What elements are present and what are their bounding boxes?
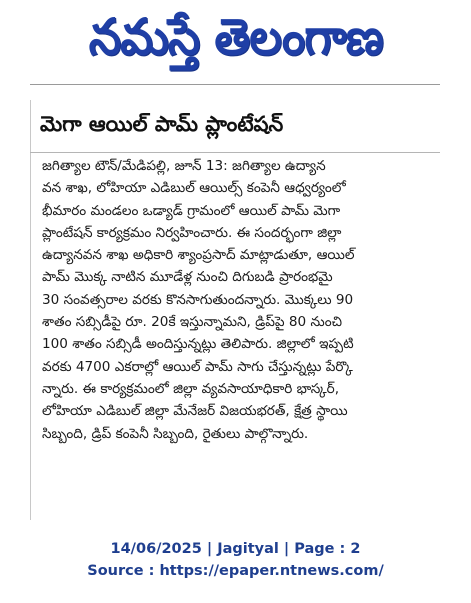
article-body xyxy=(42,155,438,445)
article-line: సిబ్బంది, డ్రిప్ కంపెనీ సిబ్బంది, రైతులు పాల్గొన్నారు. xyxy=(42,425,309,442)
article-line: ఉద్యానవన శాఖ అధికారి శ్యాంప్రసాద్ మాట్లాడుతూ, ఆయిల్ xyxy=(42,247,355,264)
masthead-title: నమస్తే తెలంగాణ xyxy=(89,7,383,66)
article-line: భీమారం మండలం ఒడ్యాడ్ గ్రామంలో ఆయిల్ పామ్ మెగా xyxy=(42,202,341,219)
article-line: 100 శాతం సబ్సిడీ అందిస్తున్నట్లు తెలిపారు. జిల్లాలో ఇప్పటి xyxy=(42,336,354,353)
headline-divider xyxy=(30,152,440,153)
article-line: న్నారు. ఈ కార్యక్రమంలో జిల్లా వ్యవసాయాధికారి భాస్కర్, xyxy=(42,380,340,397)
footer-date-edition: 14/06/2025 | Jagityal | Page : 2 xyxy=(110,541,361,557)
article-line: వన శాఖ, లోహియా ఎడిబుల్ ఆయిల్స్ కంపెనీ ఆధ్వర్యంలో xyxy=(42,180,346,197)
article-line: శాతం సబ్సిడీపై రూ. 20కే ఇస్తున్నామని, డ్రిప్‌పై 80 నుంచి xyxy=(42,314,343,331)
article-line: జగిత్యాల టౌన్/మేడిపల్లి, జూన్ 13: జగిత్యాల ఉద్యాన xyxy=(42,158,326,174)
footer-source-link[interactable]: Source : https://epaper.ntnews.com/ xyxy=(87,563,384,579)
newspaper-masthead xyxy=(30,4,442,82)
article-line: లోహియా ఎడిబుల్ జిల్లా మేనేజర్ విజయభరత్, క్షేత్ర స్థాయి xyxy=(42,403,348,420)
article-line: వరకు 4700 ఎకరాల్లో ఆయిల్ పామ్ సాగు చేస్తున్నట్లు పేర్కొ xyxy=(42,358,353,375)
masthead-divider xyxy=(30,84,440,85)
article-line: పామ్ మొక్క నాటిన మూడేళ్ల నుంచి దిగుబడి ప్రారంభమై xyxy=(42,269,333,286)
article-line: 30 సంవత్సరాల వరకు కొనసాగుతుందన్నారు. మొక్కలు 90 xyxy=(42,291,354,308)
column-border xyxy=(30,100,31,520)
article-headline: మెగా ఆయిల్ పామ్ ప్లాంటేషన్ xyxy=(40,112,284,136)
article-line: ప్లాంటేషన్ కార్యక్రమం నిర్వహించారు. ఈ సందర్భంగా జిల్లా xyxy=(42,224,342,241)
